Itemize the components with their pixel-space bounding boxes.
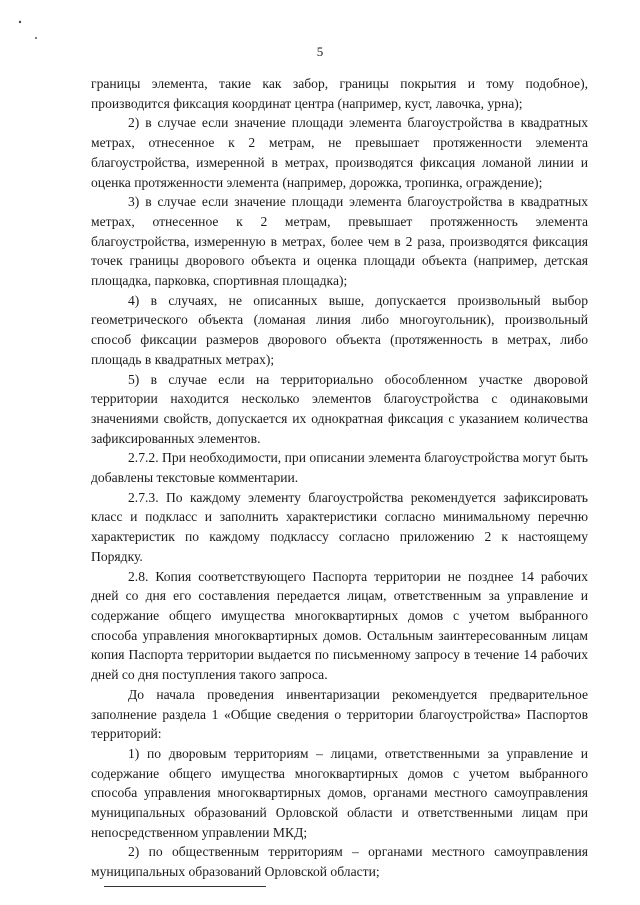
paragraph: 3) в случае если значение площади элемента благоустройства в квадратных метрах, отнесенное к 2 метрам, превышает протяженность элемента благоустройства, измеренную в метрах, более чем в 2 раза, производятся фиксация точек границы дворового объекта и оценка площади объекта (например, детская площадка, парковка, спортивная площадка); bbox=[91, 194, 588, 289]
paragraph: До начала проведения инвентаризации рекомендуется предварительное заполнение раздела 1 «Общие сведения о территории благоустройства» Паспортов территорий: bbox=[91, 686, 588, 742]
paragraph: 4) в случаях, не описанных выше, допускается произвольный выбор геометрического объекта (ломаная линия либо многоугольник), произвольный способ фиксации размеров дворового объекта (протяженность в метрах, либо площадь в квадратных метрах); bbox=[91, 292, 588, 367]
paragraph: 2.7.3. По каждому элементу благоустройства рекомендуется зафиксировать класс и подкласс и заполнить характеристики согласно минимальному перечню характеристик по каждому подклассу согласно приложению 2 к настоящему Порядку. bbox=[91, 489, 588, 564]
paragraph: 2.7.2. При необходимости, при описании элемента благоустройства могут быть добавлены текстовые комментарии. bbox=[91, 450, 588, 486]
page-number: 5 bbox=[316, 44, 324, 59]
paragraph: 2.8. Копия соответствующего Паспорта территории не позднее 14 рабочих дней со дня его составления передается лицам, ответственным за управление и содержание общего имущества многоквартирных домов с учетом выбранного способа управления многоквартирных домов. Остальным заинтересованным лицам копия Паспорта территории выдается по письменному запросу в течение 14 рабочих дней со дня поступления такого запроса. bbox=[91, 568, 588, 683]
paragraph: границы элемента, такие как забор, границы покрытия и тому подобное), производится фиксация координат центра (например, куст, лавочка, урна); bbox=[91, 76, 588, 111]
paragraph: 2) в случае если значение площади элемента благоустройства в квадратных метрах, отнесенное к 2 метрам, не превышает протяженности элемента благоустройства, измеренной в метрах, производятся фиксация ломаной линии и оценка протяженности элемента (например, дорожка, тропинка, ограждение); bbox=[91, 115, 588, 190]
paragraph: 5) в случае если на территориально обособленном участке дворовой территории находится несколько элементов благоустройства с одинаковыми значениями свойств, допускается их однократная фиксация с указанием количества зафиксированных элементов. bbox=[91, 371, 588, 446]
scan-speck bbox=[19, 21, 21, 23]
paragraph: 2) по общественным территориям – органами местного самоуправления муниципальных образований Орловской области; bbox=[91, 844, 588, 880]
document-body bbox=[91, 74, 588, 882]
scan-speck bbox=[35, 37, 37, 39]
paragraph: 1) по дворовым территориям – лицами, ответственными за управление и содержание общего имущества многоквартирных домов с учетом выбранного способа управления многоквартирных домов, органами местного самоуправления муниципальных образований Орловской области и ответственными лицам при непосредственном управлении МКД; bbox=[91, 745, 588, 840]
footnote-divider bbox=[104, 886, 266, 887]
